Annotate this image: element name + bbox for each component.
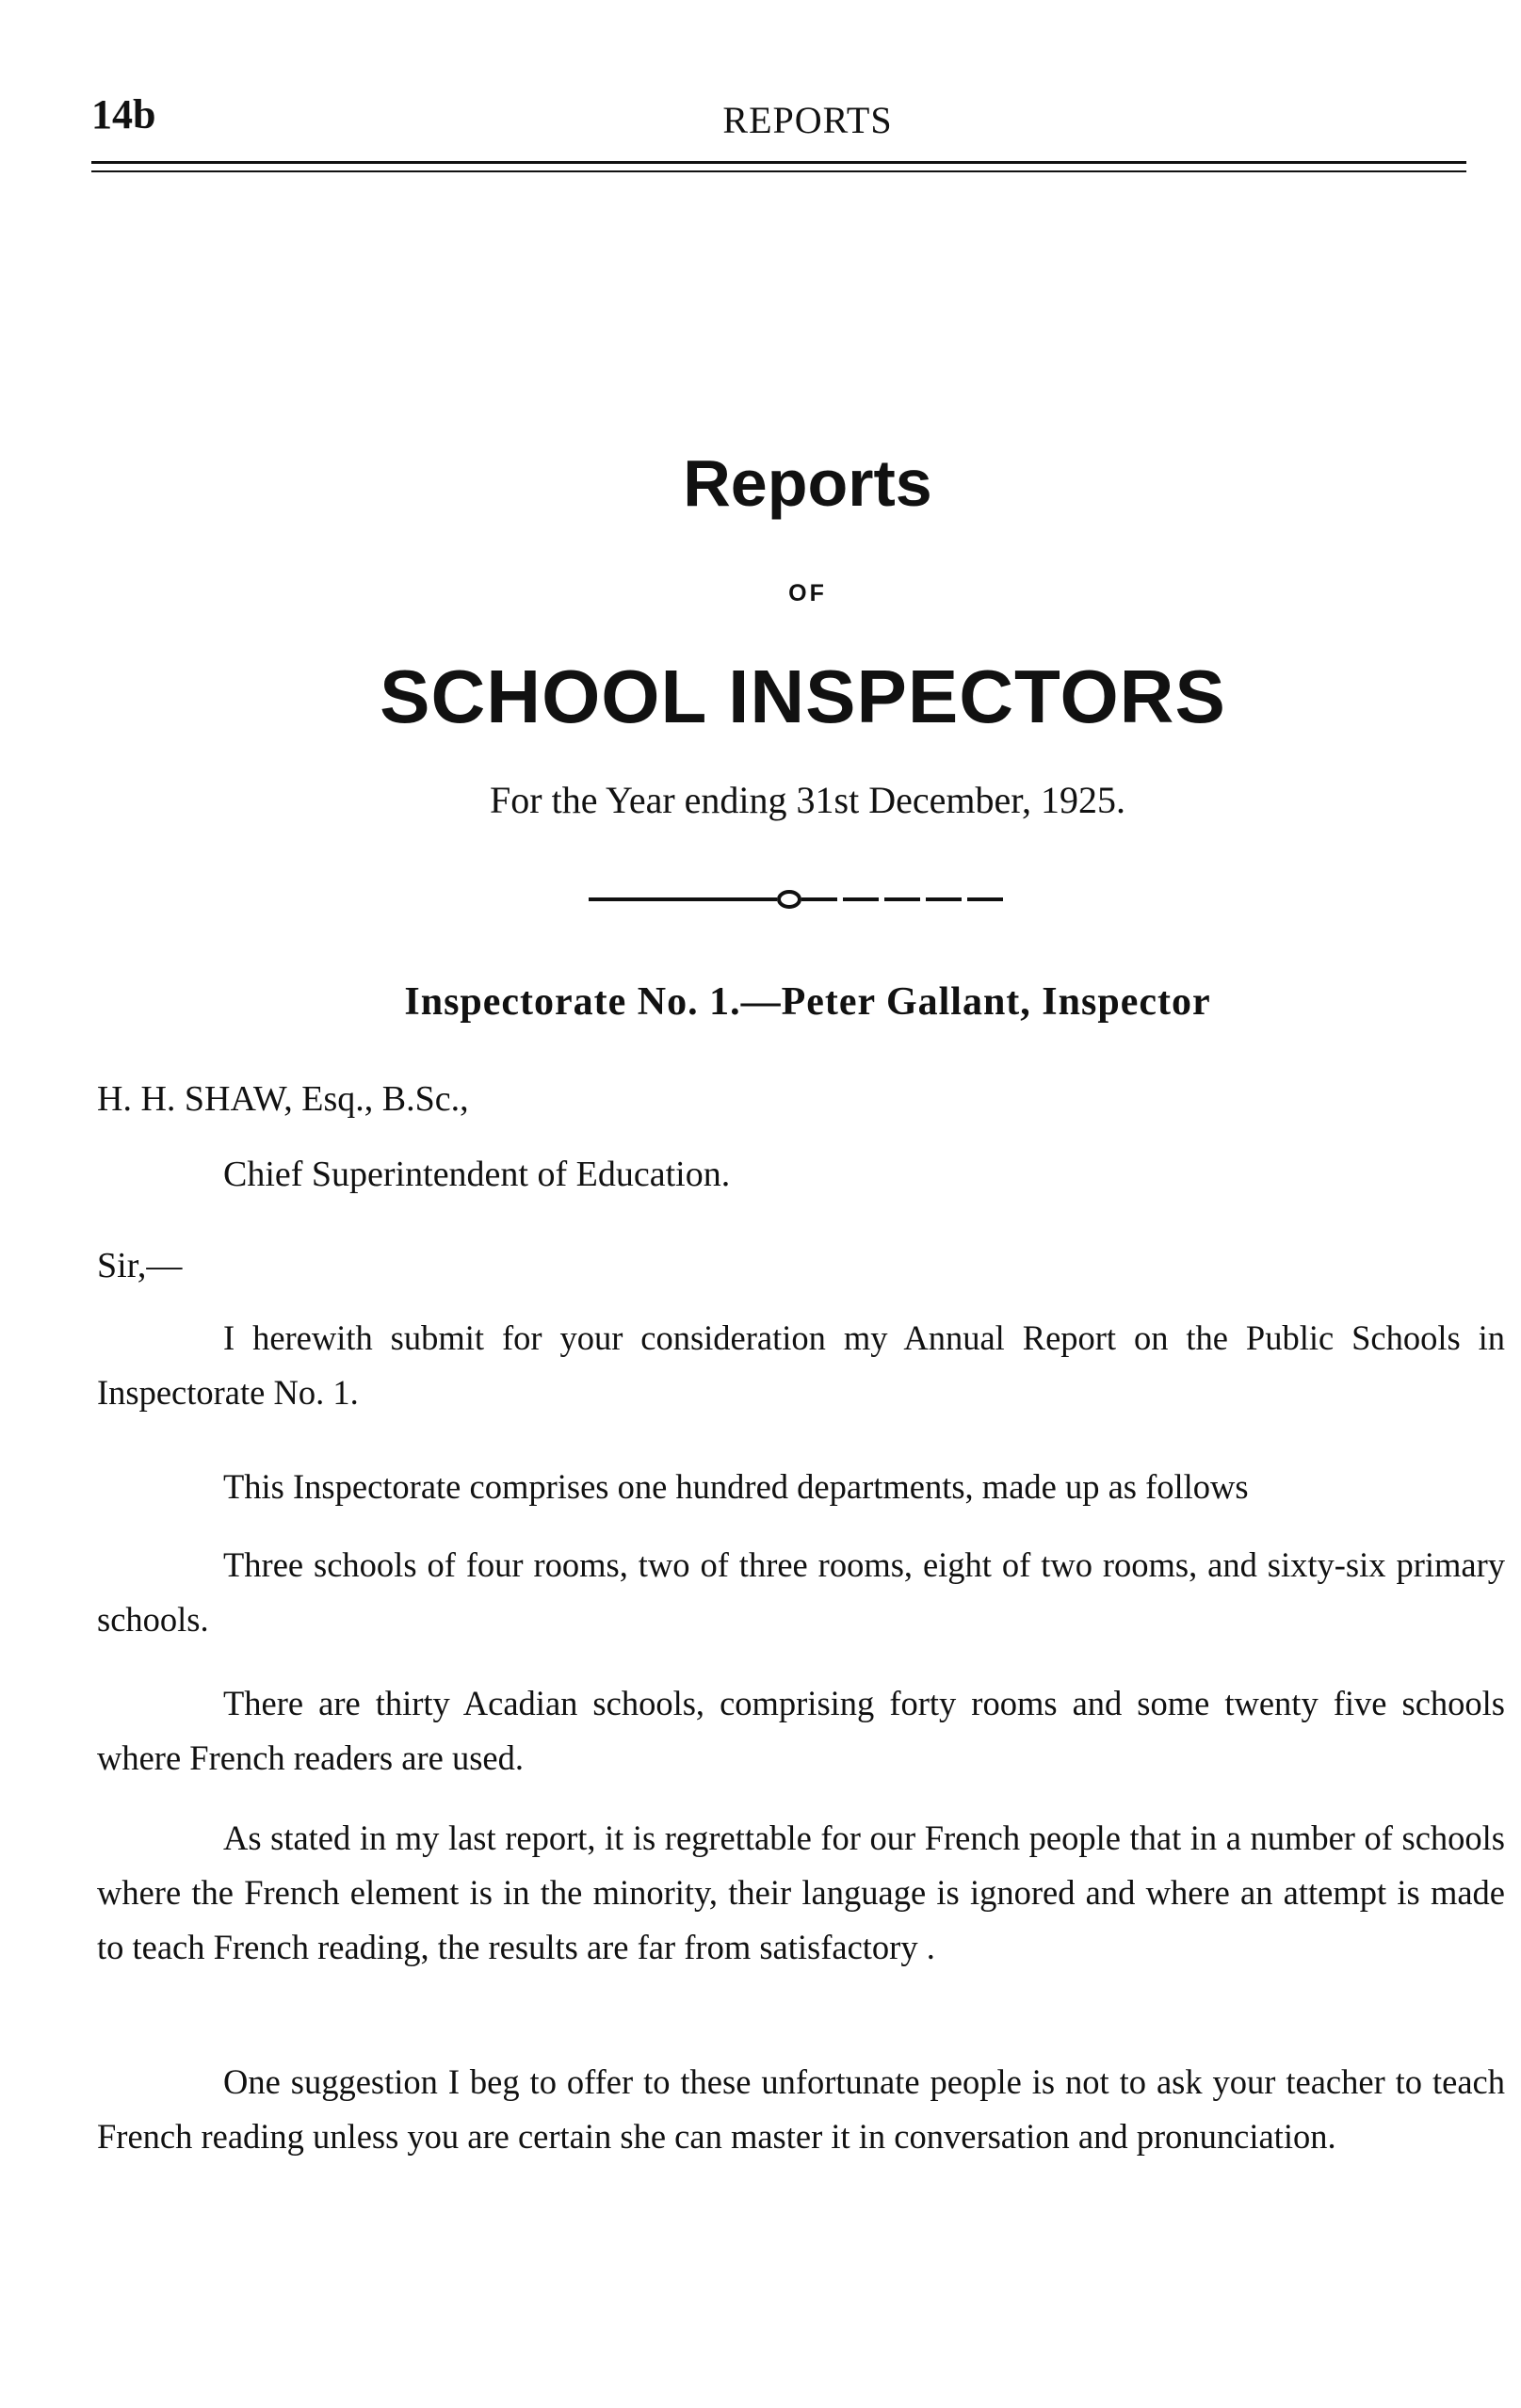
running-head: REPORTS (722, 99, 893, 141)
paragraph: As stated in my last report, it is regrettable for our French people that in a number of schools where the French element is in the minority, their language is ignored and where an attempt is made to teach French reading, the results are far from satisfactory . (97, 1818, 1505, 1966)
page-number: 14b (91, 91, 156, 137)
paragraph: There are thirty Acadian schools, comprising forty rooms and some twenty five schools where French readers are used. (97, 1684, 1505, 1777)
section-heading: Inspectorate No. 1.—Peter Gallant, Inspector (404, 980, 1211, 1024)
paragraph: I herewith submit for your consideration my Annual Report on the Public Schools in Inspectorate No. 1. (97, 1318, 1505, 1412)
title-subject: SCHOOL INSPECTORS (380, 655, 1226, 738)
paragraph: One suggestion I beg to offer to these unfortunate people is not to ask your teacher to teach French reading unless you are certain she can master it in conversation and pronunciation. (97, 2062, 1505, 2156)
paragraph: Three schools of four rooms, two of three rooms, eight of two rooms, and sixty-six primary schools. (97, 1545, 1505, 1639)
addressee-title: Chief Superintendent of Education. (223, 1155, 731, 1194)
header-rule-top (91, 161, 1466, 164)
title-period: For the Year ending 31st December, 1925. (490, 779, 1125, 821)
ornament-divider (589, 885, 1008, 913)
header-rule-bottom (91, 170, 1466, 172)
title-connector: OF (788, 580, 827, 606)
addressee: H. H. SHAW, Esq., B.Sc., (97, 1079, 469, 1119)
paragraph: This Inspectorate comprises one hundred departments, made up as follows (223, 1467, 1249, 1506)
salutation: Sir,— (97, 1246, 183, 1285)
title-main: Reports (683, 446, 932, 520)
